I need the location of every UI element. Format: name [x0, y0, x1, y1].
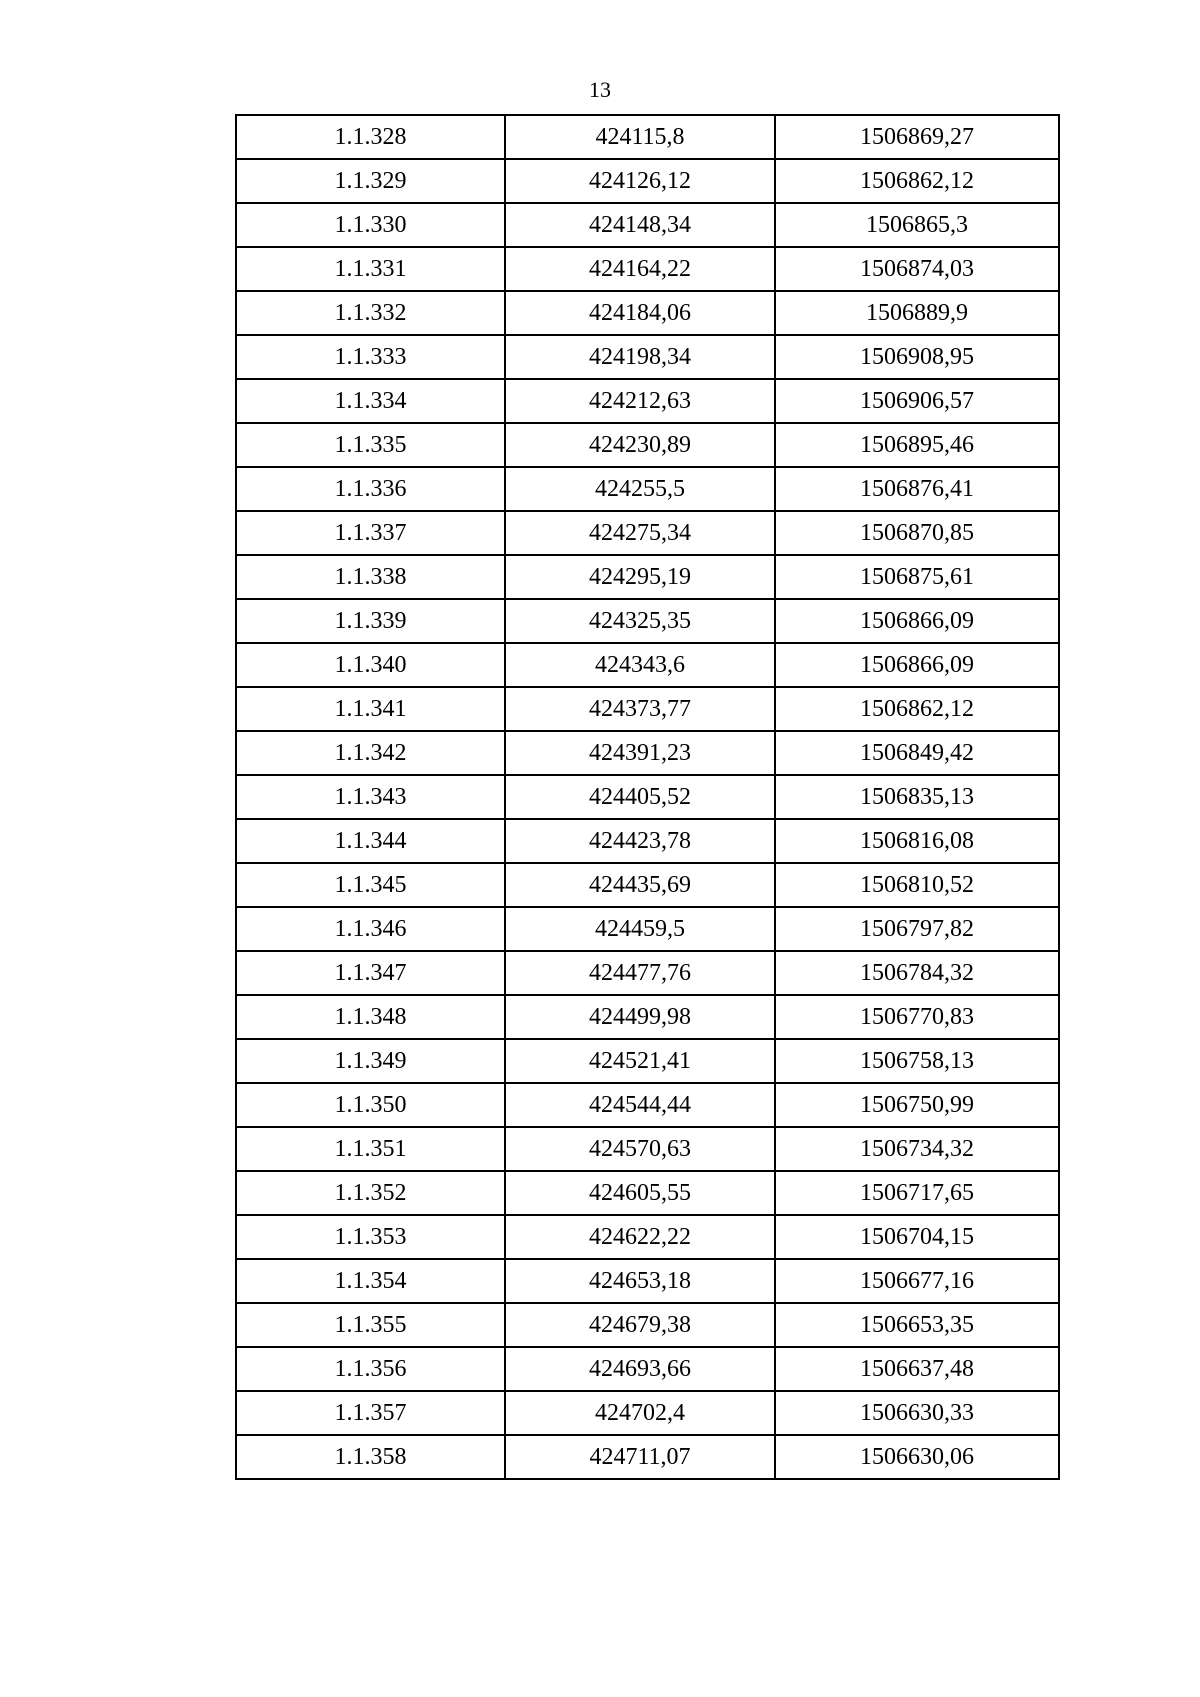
point-number-cell: 1.1.329	[236, 159, 505, 203]
y-coordinate-cell: 1506717,65	[775, 1171, 1059, 1215]
x-coordinate-cell: 424544,44	[505, 1083, 775, 1127]
table-row	[236, 467, 1059, 511]
point-number-cell: 1.1.353	[236, 1215, 505, 1259]
table-row	[236, 599, 1059, 643]
point-number-cell: 1.1.344	[236, 819, 505, 863]
table-row	[236, 863, 1059, 907]
table-row	[236, 379, 1059, 423]
y-coordinate-cell: 1506810,52	[775, 863, 1059, 907]
point-number-cell: 1.1.358	[236, 1435, 505, 1479]
table-row	[236, 907, 1059, 951]
x-coordinate-cell: 424459,5	[505, 907, 775, 951]
point-number-cell: 1.1.333	[236, 335, 505, 379]
page-number: 13	[589, 77, 611, 102]
x-coordinate-cell: 424373,77	[505, 687, 775, 731]
table-row	[236, 1083, 1059, 1127]
table-row	[236, 1127, 1059, 1171]
point-number-cell: 1.1.356	[236, 1347, 505, 1391]
point-number-cell: 1.1.334	[236, 379, 505, 423]
x-coordinate-cell: 424702,4	[505, 1391, 775, 1435]
point-number-cell: 1.1.347	[236, 951, 505, 995]
x-coordinate-cell: 424255,5	[505, 467, 775, 511]
y-coordinate-cell: 1506866,09	[775, 599, 1059, 643]
x-coordinate-cell: 424693,66	[505, 1347, 775, 1391]
table-row	[236, 1347, 1059, 1391]
y-coordinate-cell: 1506750,99	[775, 1083, 1059, 1127]
y-coordinate-cell: 1506677,16	[775, 1259, 1059, 1303]
point-number-cell: 1.1.357	[236, 1391, 505, 1435]
table-row	[236, 1391, 1059, 1435]
y-coordinate-cell: 1506906,57	[775, 379, 1059, 423]
y-coordinate-cell: 1506704,15	[775, 1215, 1059, 1259]
y-coordinate-cell: 1506875,61	[775, 555, 1059, 599]
x-coordinate-cell: 424605,55	[505, 1171, 775, 1215]
y-coordinate-cell: 1506865,3	[775, 203, 1059, 247]
point-number-cell: 1.1.352	[236, 1171, 505, 1215]
point-number-cell: 1.1.342	[236, 731, 505, 775]
point-number-cell: 1.1.345	[236, 863, 505, 907]
y-coordinate-cell: 1506797,82	[775, 907, 1059, 951]
x-coordinate-cell: 424653,18	[505, 1259, 775, 1303]
point-number-cell: 1.1.346	[236, 907, 505, 951]
table-row	[236, 423, 1059, 467]
y-coordinate-cell: 1506876,41	[775, 467, 1059, 511]
x-coordinate-cell: 424275,34	[505, 511, 775, 555]
x-coordinate-cell: 424570,63	[505, 1127, 775, 1171]
table-row	[236, 819, 1059, 863]
table-row	[236, 1171, 1059, 1215]
y-coordinate-cell: 1506653,35	[775, 1303, 1059, 1347]
x-coordinate-cell: 424115,8	[505, 115, 775, 159]
y-coordinate-cell: 1506630,06	[775, 1435, 1059, 1479]
y-coordinate-cell: 1506849,42	[775, 731, 1059, 775]
y-coordinate-cell: 1506630,33	[775, 1391, 1059, 1435]
table-row	[236, 203, 1059, 247]
point-number-cell: 1.1.331	[236, 247, 505, 291]
table-row	[236, 159, 1059, 203]
x-coordinate-cell: 424477,76	[505, 951, 775, 995]
table-row	[236, 731, 1059, 775]
table-row	[236, 291, 1059, 335]
table-row	[236, 247, 1059, 291]
x-coordinate-cell: 424405,52	[505, 775, 775, 819]
table-row	[236, 687, 1059, 731]
coordinates-table-body	[236, 115, 1059, 1479]
x-coordinate-cell: 424184,06	[505, 291, 775, 335]
table-row	[236, 643, 1059, 687]
x-coordinate-cell: 424325,35	[505, 599, 775, 643]
y-coordinate-cell: 1506816,08	[775, 819, 1059, 863]
x-coordinate-cell: 424499,98	[505, 995, 775, 1039]
x-coordinate-cell: 424212,63	[505, 379, 775, 423]
point-number-cell: 1.1.341	[236, 687, 505, 731]
x-coordinate-cell: 424521,41	[505, 1039, 775, 1083]
table-row	[236, 115, 1059, 159]
point-number-cell: 1.1.335	[236, 423, 505, 467]
table-row	[236, 1435, 1059, 1479]
point-number-cell: 1.1.328	[236, 115, 505, 159]
table-row	[236, 1259, 1059, 1303]
x-coordinate-cell: 424423,78	[505, 819, 775, 863]
point-number-cell: 1.1.355	[236, 1303, 505, 1347]
point-number-cell: 1.1.338	[236, 555, 505, 599]
y-coordinate-cell: 1506784,32	[775, 951, 1059, 995]
x-coordinate-cell: 424622,22	[505, 1215, 775, 1259]
point-number-cell: 1.1.348	[236, 995, 505, 1039]
y-coordinate-cell: 1506866,09	[775, 643, 1059, 687]
y-coordinate-cell: 1506835,13	[775, 775, 1059, 819]
x-coordinate-cell: 424230,89	[505, 423, 775, 467]
y-coordinate-cell: 1506889,9	[775, 291, 1059, 335]
x-coordinate-cell: 424148,34	[505, 203, 775, 247]
point-number-cell: 1.1.343	[236, 775, 505, 819]
table-row	[236, 555, 1059, 599]
table-row	[236, 995, 1059, 1039]
y-coordinate-cell: 1506637,48	[775, 1347, 1059, 1391]
point-number-cell: 1.1.337	[236, 511, 505, 555]
x-coordinate-cell: 424435,69	[505, 863, 775, 907]
coordinates-table	[235, 114, 1060, 1480]
y-coordinate-cell: 1506734,32	[775, 1127, 1059, 1171]
x-coordinate-cell: 424711,07	[505, 1435, 775, 1479]
point-number-cell: 1.1.349	[236, 1039, 505, 1083]
y-coordinate-cell: 1506874,03	[775, 247, 1059, 291]
y-coordinate-cell: 1506895,46	[775, 423, 1059, 467]
table-row	[236, 1303, 1059, 1347]
point-number-cell: 1.1.339	[236, 599, 505, 643]
table-row	[236, 335, 1059, 379]
y-coordinate-cell: 1506770,83	[775, 995, 1059, 1039]
point-number-cell: 1.1.340	[236, 643, 505, 687]
y-coordinate-cell: 1506862,12	[775, 687, 1059, 731]
x-coordinate-cell: 424198,34	[505, 335, 775, 379]
table-row	[236, 511, 1059, 555]
y-coordinate-cell: 1506870,85	[775, 511, 1059, 555]
x-coordinate-cell: 424126,12	[505, 159, 775, 203]
y-coordinate-cell: 1506862,12	[775, 159, 1059, 203]
y-coordinate-cell: 1506869,27	[775, 115, 1059, 159]
point-number-cell: 1.1.336	[236, 467, 505, 511]
y-coordinate-cell: 1506758,13	[775, 1039, 1059, 1083]
point-number-cell: 1.1.354	[236, 1259, 505, 1303]
x-coordinate-cell: 424295,19	[505, 555, 775, 599]
point-number-cell: 1.1.332	[236, 291, 505, 335]
x-coordinate-cell: 424343,6	[505, 643, 775, 687]
x-coordinate-cell: 424679,38	[505, 1303, 775, 1347]
point-number-cell: 1.1.351	[236, 1127, 505, 1171]
table-row	[236, 775, 1059, 819]
x-coordinate-cell: 424164,22	[505, 247, 775, 291]
point-number-cell: 1.1.350	[236, 1083, 505, 1127]
table-row	[236, 1215, 1059, 1259]
table-row	[236, 951, 1059, 995]
x-coordinate-cell: 424391,23	[505, 731, 775, 775]
y-coordinate-cell: 1506908,95	[775, 335, 1059, 379]
point-number-cell: 1.1.330	[236, 203, 505, 247]
table-row	[236, 1039, 1059, 1083]
